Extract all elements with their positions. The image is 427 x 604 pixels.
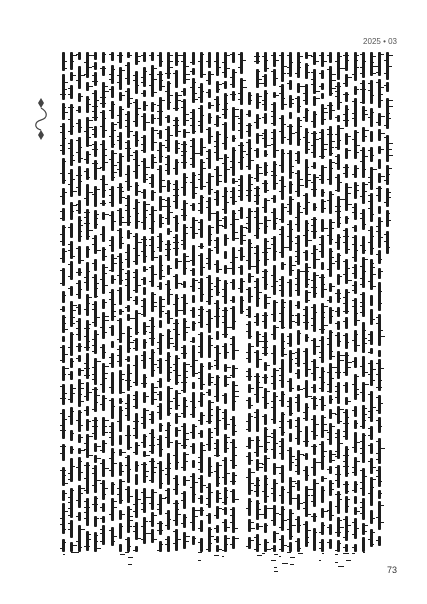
text-column xyxy=(198,52,205,552)
text-column xyxy=(117,52,124,552)
text-column xyxy=(92,52,99,552)
text-column xyxy=(84,52,91,552)
text-column xyxy=(190,52,197,552)
text-column xyxy=(246,52,253,552)
text-column xyxy=(262,52,269,552)
text-column xyxy=(60,52,67,552)
text-column xyxy=(254,52,261,552)
text-column xyxy=(295,52,302,552)
text-column xyxy=(149,52,156,552)
decorative-scroll-icon xyxy=(30,96,52,142)
text-column xyxy=(181,52,188,552)
text-column xyxy=(238,52,245,552)
text-column xyxy=(360,52,367,552)
text-column xyxy=(125,52,132,552)
text-column xyxy=(68,52,75,552)
text-column xyxy=(303,52,310,552)
text-column xyxy=(165,52,172,552)
text-column xyxy=(222,52,229,552)
text-column xyxy=(214,52,221,552)
text-column xyxy=(319,52,326,552)
text-column xyxy=(327,52,334,552)
text-column xyxy=(133,52,140,552)
text-column xyxy=(376,52,383,552)
page-number: 73 xyxy=(386,565,397,575)
text-column xyxy=(109,52,116,552)
issue-label: 2025 • 03 xyxy=(363,37,397,46)
text-column xyxy=(279,52,286,552)
text-column xyxy=(157,52,164,552)
text-column xyxy=(173,52,180,552)
text-column xyxy=(141,52,148,552)
text-column xyxy=(206,52,213,552)
text-column xyxy=(100,52,107,552)
text-column xyxy=(76,52,83,552)
text-column xyxy=(311,52,318,552)
text-column xyxy=(230,52,237,552)
text-column xyxy=(368,52,375,552)
text-column xyxy=(271,52,278,552)
text-column xyxy=(343,52,350,552)
text-column xyxy=(384,52,391,552)
text-column xyxy=(335,52,342,552)
mongolian-text-body xyxy=(60,52,392,552)
text-column xyxy=(287,52,294,552)
text-column xyxy=(352,52,359,552)
